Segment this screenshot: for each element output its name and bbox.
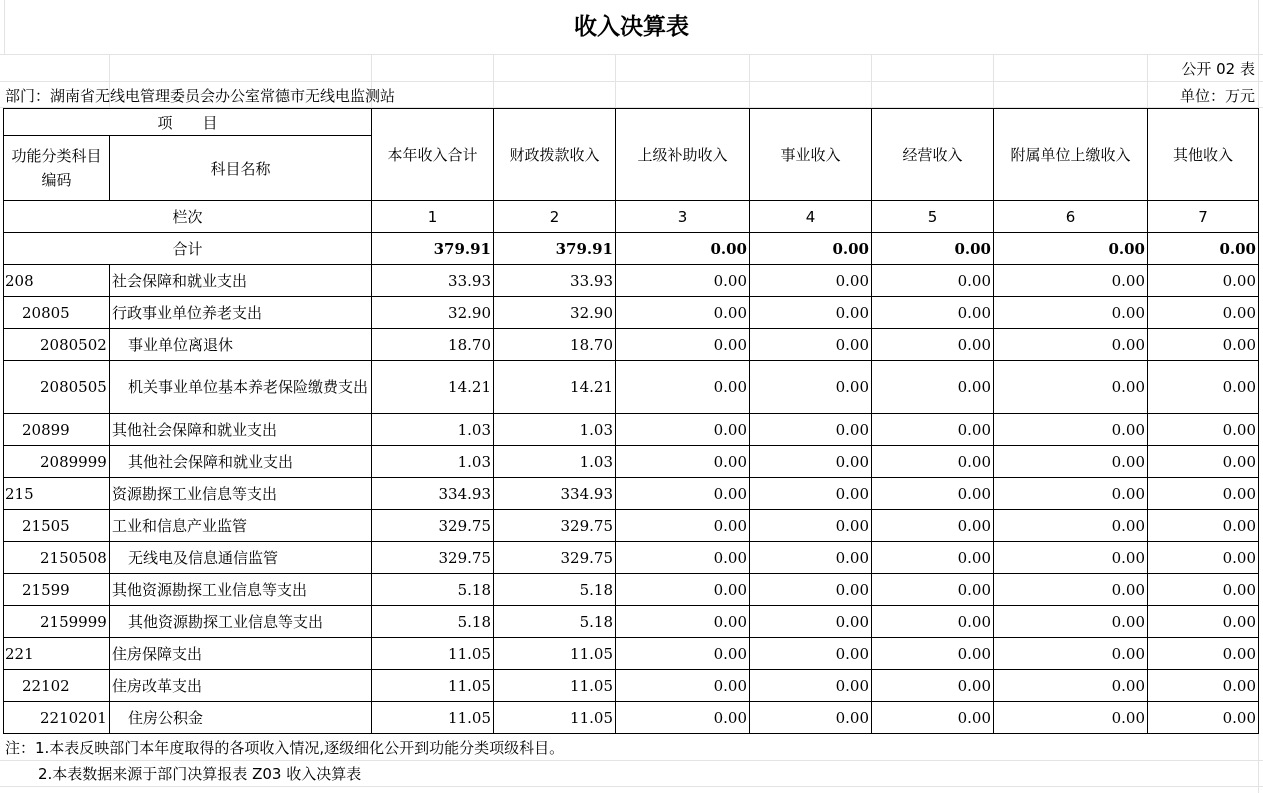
row-value: 0.00	[994, 265, 1148, 297]
row-value: 0.00	[872, 361, 994, 414]
row-value: 0.00	[994, 574, 1148, 606]
row-name: 资源勘探工业信息等支出	[110, 478, 372, 510]
row-code: 208	[4, 265, 110, 297]
row-value: 11.05	[372, 638, 494, 670]
row-value: 0.00	[750, 361, 872, 414]
row-value: 0.00	[750, 478, 872, 510]
row-name: 其他社会保障和就业支出	[110, 446, 372, 478]
row-name: 事业单位离退休	[110, 329, 372, 361]
column-index-7: 7	[1148, 201, 1259, 233]
row-value: 32.90	[372, 297, 494, 329]
row-name: 其他资源勘探工业信息等支出	[110, 606, 372, 638]
row-code: 2080502	[4, 329, 110, 361]
total-value: 0.00	[750, 233, 872, 265]
row-value: 0.00	[616, 638, 750, 670]
column-index-1: 1	[372, 201, 494, 233]
row-value: 329.75	[372, 542, 494, 574]
row-value: 329.75	[372, 510, 494, 542]
row-value: 0.00	[872, 638, 994, 670]
row-value: 5.18	[494, 574, 616, 606]
header-col-6: 附属单位上缴收入	[994, 109, 1148, 201]
row-code: 2089999	[4, 446, 110, 478]
table-row	[4, 446, 1259, 478]
row-value: 0.00	[1148, 414, 1259, 446]
row-value: 0.00	[616, 670, 750, 702]
row-value: 0.00	[616, 606, 750, 638]
column-index-2: 2	[494, 201, 616, 233]
row-value: 0.00	[750, 265, 872, 297]
row-value: 0.00	[872, 329, 994, 361]
row-value: 0.00	[616, 478, 750, 510]
table-row	[4, 478, 1259, 510]
row-value: 5.18	[372, 574, 494, 606]
row-value: 11.05	[372, 670, 494, 702]
table-row	[4, 329, 1259, 361]
row-name: 工业和信息产业监管	[110, 510, 372, 542]
row-value: 334.93	[372, 478, 494, 510]
row-value: 0.00	[994, 446, 1148, 478]
row-value: 33.93	[494, 265, 616, 297]
row-value: 0.00	[750, 510, 872, 542]
row-value: 0.00	[994, 510, 1148, 542]
note-line-1: 注：1.本表反映部门本年度取得的各项收入情况,逐级细化公开到功能分类项级科目。	[5, 739, 565, 757]
row-value: 0.00	[750, 329, 872, 361]
row-value: 0.00	[616, 414, 750, 446]
row-value: 0.00	[872, 574, 994, 606]
row-code: 20899	[4, 414, 110, 446]
row-value: 0.00	[1148, 265, 1259, 297]
row-value: 0.00	[872, 702, 994, 734]
row-name: 住房改革支出	[110, 670, 372, 702]
row-value: 1.03	[494, 414, 616, 446]
row-value: 0.00	[872, 510, 994, 542]
row-name: 社会保障和就业支出	[110, 265, 372, 297]
row-value: 14.21	[494, 361, 616, 414]
row-value: 0.00	[1148, 542, 1259, 574]
table-row	[4, 510, 1259, 542]
header-name: 科目名称	[110, 136, 372, 201]
total-value: 0.00	[994, 233, 1148, 265]
row-value: 0.00	[872, 606, 994, 638]
header-col-2: 财政拨款收入	[494, 109, 616, 201]
table-row	[4, 265, 1259, 297]
row-value: 0.00	[994, 297, 1148, 329]
row-value: 33.93	[372, 265, 494, 297]
row-value: 0.00	[616, 510, 750, 542]
row-value: 0.00	[994, 606, 1148, 638]
row-value: 0.00	[616, 329, 750, 361]
row-value: 0.00	[616, 265, 750, 297]
row-code: 2080505	[4, 361, 110, 414]
table-row	[4, 361, 1259, 414]
row-code: 21505	[4, 510, 110, 542]
header-code: 功能分类科目编码	[4, 136, 110, 201]
total-value: 379.91	[494, 233, 616, 265]
table-row	[4, 542, 1259, 574]
income-table	[3, 108, 1259, 734]
row-value: 0.00	[872, 670, 994, 702]
row-value: 0.00	[1148, 574, 1259, 606]
table-row	[4, 297, 1259, 329]
row-code: 221	[4, 638, 110, 670]
row-value: 0.00	[994, 414, 1148, 446]
column-index-label: 栏次	[4, 201, 372, 233]
row-code: 2159999	[4, 606, 110, 638]
header-col-5: 经营收入	[872, 109, 994, 201]
row-value: 0.00	[616, 361, 750, 414]
row-value: 0.00	[1148, 478, 1259, 510]
row-value: 0.00	[616, 297, 750, 329]
row-value: 329.75	[494, 542, 616, 574]
row-value: 0.00	[750, 542, 872, 574]
row-value: 0.00	[750, 574, 872, 606]
row-value: 0.00	[750, 638, 872, 670]
table-row	[4, 670, 1259, 702]
row-value: 0.00	[872, 265, 994, 297]
row-value: 0.00	[750, 670, 872, 702]
row-value: 0.00	[750, 606, 872, 638]
row-name: 住房保障支出	[110, 638, 372, 670]
row-value: 0.00	[1148, 361, 1259, 414]
row-name: 其他资源勘探工业信息等支出	[110, 574, 372, 606]
row-value: 0.00	[616, 446, 750, 478]
page-title: 收入决算表	[574, 14, 689, 40]
row-name: 机关事业单位基本养老保险缴费支出	[110, 361, 372, 414]
row-value: 32.90	[494, 297, 616, 329]
row-value: 329.75	[494, 510, 616, 542]
column-index-6: 6	[994, 201, 1148, 233]
row-value: 0.00	[750, 702, 872, 734]
column-index-5: 5	[872, 201, 994, 233]
row-name: 行政事业单位养老支出	[110, 297, 372, 329]
row-value: 0.00	[994, 542, 1148, 574]
table-row	[4, 702, 1259, 734]
column-index-3: 3	[616, 201, 750, 233]
note-line-2: 2.本表数据来源于部门决算报表 Z03 收入决算表	[38, 765, 362, 783]
row-value: 0.00	[750, 297, 872, 329]
row-code: 2150508	[4, 542, 110, 574]
total-value: 0.00	[616, 233, 750, 265]
header-col-1: 本年收入合计	[372, 109, 494, 201]
row-code: 20805	[4, 297, 110, 329]
row-value: 0.00	[994, 670, 1148, 702]
total-row	[4, 233, 1259, 265]
unit-label: 单位：万元	[1179, 87, 1255, 105]
table-row	[4, 414, 1259, 446]
row-value: 0.00	[872, 542, 994, 574]
row-value: 5.18	[372, 606, 494, 638]
row-value: 5.18	[494, 606, 616, 638]
row-value: 334.93	[494, 478, 616, 510]
row-value: 0.00	[872, 297, 994, 329]
row-value: 14.21	[372, 361, 494, 414]
row-value: 0.00	[994, 361, 1148, 414]
total-label: 合计	[4, 233, 372, 265]
row-value: 0.00	[1148, 702, 1259, 734]
row-value: 0.00	[872, 478, 994, 510]
total-value: 379.91	[372, 233, 494, 265]
header-col-4: 事业收入	[750, 109, 872, 201]
row-value: 0.00	[994, 478, 1148, 510]
row-value: 0.00	[616, 574, 750, 606]
header-col-3: 上级补助收入	[616, 109, 750, 201]
row-value: 1.03	[372, 446, 494, 478]
row-value: 0.00	[994, 329, 1148, 361]
row-value: 0.00	[994, 702, 1148, 734]
row-value: 0.00	[994, 638, 1148, 670]
table-row	[4, 638, 1259, 670]
row-value: 11.05	[494, 670, 616, 702]
row-value: 1.03	[494, 446, 616, 478]
row-value: 11.05	[372, 702, 494, 734]
row-code: 22102	[4, 670, 110, 702]
row-code: 2210201	[4, 702, 110, 734]
row-name: 其他社会保障和就业支出	[110, 414, 372, 446]
row-value: 0.00	[1148, 329, 1259, 361]
department-label: 部门：湖南省无线电管理委员会办公室常德市无线电监测站	[5, 87, 396, 105]
header-item: 项 目	[4, 109, 372, 136]
row-value: 0.00	[1148, 606, 1259, 638]
header-col-7: 其他收入	[1148, 109, 1259, 201]
row-value: 0.00	[872, 446, 994, 478]
form-number: 公开 02 表	[1181, 60, 1255, 78]
table-row	[4, 574, 1259, 606]
row-value: 0.00	[750, 414, 872, 446]
row-value: 18.70	[494, 329, 616, 361]
row-name: 无线电及信息通信监管	[110, 542, 372, 574]
row-value: 1.03	[372, 414, 494, 446]
row-value: 0.00	[750, 446, 872, 478]
row-value: 0.00	[616, 702, 750, 734]
row-value: 0.00	[1148, 670, 1259, 702]
row-value: 11.05	[494, 638, 616, 670]
total-value: 0.00	[872, 233, 994, 265]
row-value: 0.00	[1148, 510, 1259, 542]
row-value: 0.00	[1148, 638, 1259, 670]
column-index-4: 4	[750, 201, 872, 233]
row-code: 21599	[4, 574, 110, 606]
row-value: 18.70	[372, 329, 494, 361]
row-value: 0.00	[1148, 446, 1259, 478]
total-value: 0.00	[1148, 233, 1259, 265]
row-code: 215	[4, 478, 110, 510]
row-value: 11.05	[494, 702, 616, 734]
row-value: 0.00	[872, 414, 994, 446]
row-value: 0.00	[1148, 297, 1259, 329]
row-name: 住房公积金	[110, 702, 372, 734]
row-value: 0.00	[616, 542, 750, 574]
table-row	[4, 606, 1259, 638]
